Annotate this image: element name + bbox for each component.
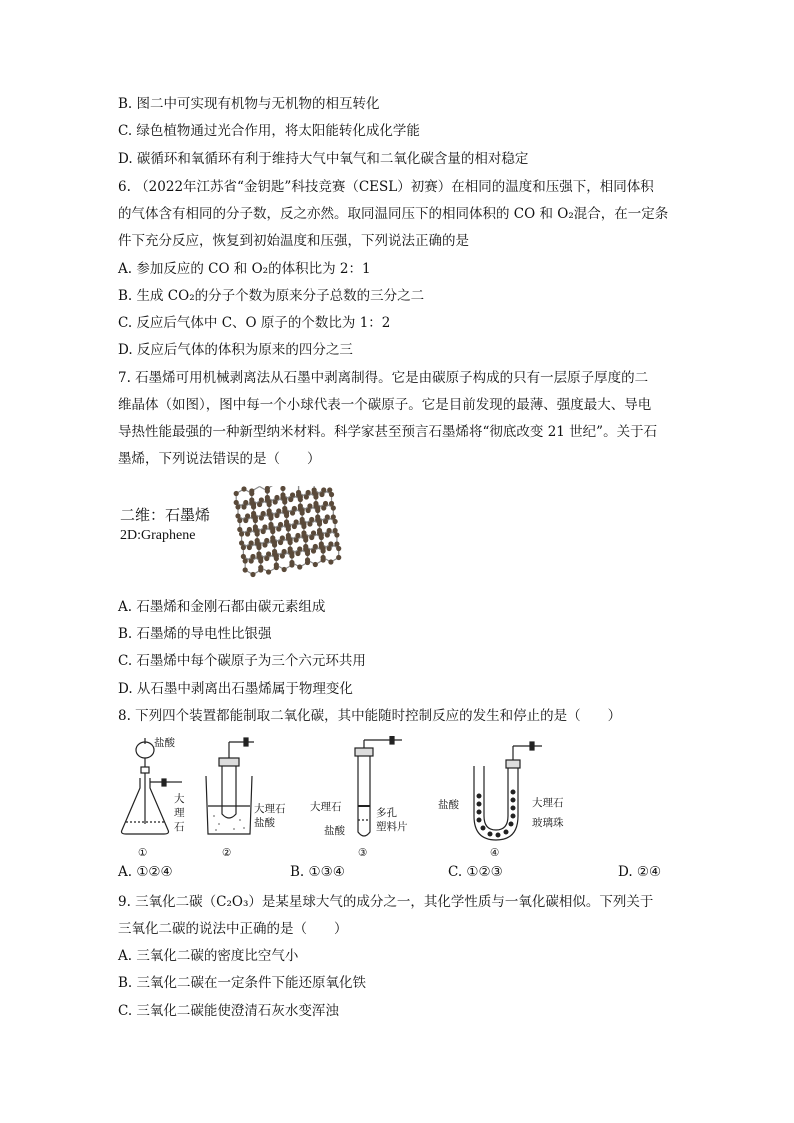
- app1-hcl-label: 盐酸: [154, 737, 175, 749]
- carbon-atom: [261, 511, 266, 516]
- carbon-atom: [327, 546, 332, 551]
- carbon-atom: [282, 567, 287, 572]
- carbon-atom: [328, 559, 333, 564]
- carbon-atom: [280, 535, 285, 540]
- carbon-atom: [241, 554, 246, 559]
- carbon-atom: [294, 519, 299, 524]
- carbon-atom: [237, 518, 242, 523]
- q7-option-b: B. 石墨烯的导电性比银强: [118, 626, 272, 642]
- carbon-atom: [280, 553, 285, 558]
- carbon-atom: [234, 500, 239, 505]
- q6-option-a: A. 参加反应的 CO 和 O₂的体积比为 2：1: [118, 261, 371, 277]
- q8-stem-line1: 8. 下列四个装置都能制取二氧化碳，其中能随时控制反应的发生和停止的是（ ）: [118, 708, 622, 724]
- carbon-atom: [321, 546, 326, 551]
- carbon-atom: [334, 532, 339, 537]
- carbon-atom: [235, 513, 240, 518]
- carbon-atom: [288, 537, 293, 542]
- carbon-atom: [261, 529, 266, 534]
- carbon-atom: [280, 492, 285, 497]
- carbon-atom: [249, 558, 254, 563]
- carbon-atom: [235, 504, 240, 509]
- carbon-atom: [253, 515, 258, 520]
- carbon-atom: [243, 500, 248, 505]
- carbon-atom: [250, 572, 255, 577]
- app4-beads-label: 玻璃珠: [532, 817, 564, 829]
- carbon-atom: [315, 514, 320, 519]
- q7-stem-line3: 导热性能最强的一种新型纳米材料。科学家甚至预言石墨烯将“彻底改变 21 世纪”。关于石: [118, 424, 658, 440]
- carbon-atom: [241, 486, 246, 491]
- carbon-atom: [333, 528, 338, 533]
- q8-option-a: A. ①②④: [118, 864, 173, 880]
- carbon-atom: [268, 522, 273, 527]
- app3-porous-2: 塑料片: [376, 821, 408, 833]
- carbon-atom: [313, 492, 318, 497]
- graphene-label-cn: 二维：石墨烯: [120, 506, 211, 524]
- carbon-atom: [239, 531, 244, 536]
- q7-option-c: C. 石墨烯中每个碳原子为三个六元环共用: [118, 653, 366, 669]
- carbon-atom: [306, 508, 311, 513]
- carbon-atom: [245, 531, 250, 536]
- app4-number: ④: [490, 847, 500, 859]
- carbon-atom: [265, 495, 270, 500]
- carbon-atom: [255, 538, 260, 543]
- q8-option-d: D. ②④: [618, 864, 662, 880]
- carbon-atom: [267, 508, 272, 513]
- apparatus-2: [204, 736, 296, 860]
- carbon-atom: [237, 527, 242, 532]
- q6-stem-line1: 6. （2022年江苏省“金钥匙”科技竞赛（CESL）初赛）在相同的温度和压强下，相同体积: [118, 179, 654, 195]
- carbon-atom: [323, 519, 328, 524]
- q9-option-a: A. 三氧化二碳的密度比空气小: [118, 948, 299, 964]
- carbon-atom: [274, 553, 279, 558]
- carbon-atom: [311, 548, 316, 553]
- carbon-atom: [307, 521, 312, 526]
- carbon-atom: [323, 501, 328, 506]
- carbon-atom: [251, 511, 256, 516]
- carbon-atom: [317, 519, 322, 524]
- carbon-atom: [243, 558, 248, 563]
- carbon-atom: [295, 551, 300, 556]
- carbon-atom: [307, 503, 312, 508]
- carbon-atom: [282, 549, 287, 554]
- graphene-lattice-image: [230, 486, 380, 586]
- apparatus-1: [112, 736, 212, 860]
- carbon-atom: [321, 555, 326, 560]
- carbon-atom: [270, 526, 275, 531]
- carbon-atom: [292, 506, 297, 511]
- carbon-atom: [256, 542, 261, 547]
- carbon-atom: [321, 487, 326, 492]
- carbon-atom: [284, 519, 289, 524]
- carbon-atom: [306, 490, 311, 495]
- carbon-atom: [297, 546, 302, 551]
- q9-option-b: B. 三氧化二碳在一定条件下能还原氧化铁: [118, 975, 367, 991]
- app2-number: ②: [222, 847, 232, 859]
- carbon-atom: [262, 524, 267, 529]
- carbon-atom: [297, 564, 302, 569]
- q6-option-c: C. 反应后气体中 C、O 原子的个数比为 1：2: [118, 315, 391, 331]
- app4-hcl-label: 盐酸: [438, 799, 459, 811]
- carbon-atom: [315, 505, 320, 510]
- carbon-atom: [245, 513, 250, 518]
- app3-number: ③: [358, 847, 368, 859]
- q9-option-c: C. 三氧化二碳能使澄清石灰水变浑浊: [118, 1003, 339, 1019]
- carbon-atom: [296, 490, 301, 495]
- carbon-atom: [234, 491, 239, 496]
- carbon-atom: [305, 557, 310, 562]
- carbon-atom: [262, 542, 267, 547]
- q7-stem-line1: 7. 石墨烯可用机械剥离法从石墨中剥离制得。它是由碳原子构成的只有一层原子厚度的二: [118, 370, 649, 386]
- carbon-atom: [259, 497, 264, 502]
- carbon-atom: [273, 499, 278, 504]
- carbon-atom: [280, 486, 285, 491]
- carbon-atom: [317, 528, 322, 533]
- carbon-atom: [325, 514, 330, 519]
- carbon-atom: [305, 548, 310, 553]
- app4-marble-label: 大理石: [532, 797, 564, 809]
- carbon-atom: [303, 544, 308, 549]
- carbon-atom: [258, 556, 263, 561]
- carbon-atom: [270, 535, 275, 540]
- q6-option-d: D. 反应后气体的体积为原来的四分之三: [118, 342, 353, 358]
- carbon-atom: [247, 527, 252, 532]
- q7-stem-line2: 维晶体（如图），图中每一个小球代表一个碳原子。它是目前发现的最薄、强度最大、导电: [118, 397, 652, 413]
- carbon-atom: [288, 497, 293, 502]
- carbon-atom: [250, 554, 255, 559]
- carbon-atom: [313, 562, 318, 567]
- app2-marble-label: 大理石: [254, 803, 286, 815]
- carbon-atom: [264, 538, 269, 543]
- carbon-atom: [241, 545, 246, 550]
- q6-option-b: B. 生成 CO₂的分子个数为原来分子总数的三分之二: [118, 288, 425, 304]
- carbon-atom: [329, 501, 334, 506]
- carbon-atom: [249, 497, 254, 502]
- carbon-atom: [290, 510, 295, 515]
- carbon-atom: [276, 508, 281, 513]
- carbon-atom: [301, 521, 306, 526]
- apparatus-4: [438, 736, 578, 860]
- carbon-atom: [256, 551, 261, 556]
- carbon-atom: [333, 519, 338, 524]
- carbon-atom: [289, 560, 294, 565]
- app3-marble-label: 大理石: [310, 801, 342, 813]
- carbon-atom: [259, 515, 264, 520]
- carbon-atom: [274, 495, 279, 500]
- carbon-atom: [290, 492, 295, 497]
- graphene-figure: [118, 484, 378, 589]
- carbon-atom: [257, 502, 262, 507]
- carbon-atom: [328, 541, 333, 546]
- carbon-atom: [294, 537, 299, 542]
- q5-option-c: C. 绿色植物通过光合作用，将太阳能转化成化学能: [118, 123, 420, 139]
- q8-option-c: C. ①②③: [448, 864, 503, 880]
- apparatus-3: [306, 736, 426, 860]
- app3-hcl-label: 盐酸: [324, 825, 345, 837]
- q7-option-d: D. 从石墨中剥离出石墨烯属于物理变化: [118, 681, 353, 697]
- carbon-atom: [266, 569, 271, 574]
- carbon-atom: [300, 517, 305, 522]
- carbon-atom: [321, 505, 326, 510]
- q6-stem-line2: 的气体含有相同的分子数，反之亦然。取同温同压下的相同体积的 CO 和 O₂混合，在一定条: [118, 206, 669, 222]
- carbon-atom: [295, 533, 300, 538]
- app2-hcl-label: 盐酸: [254, 817, 275, 829]
- carbon-atom: [278, 540, 283, 545]
- carbon-atom: [282, 506, 287, 511]
- carbon-atom: [278, 522, 283, 527]
- app3-porous-1: 多孔: [376, 807, 397, 819]
- carbon-atom: [331, 514, 336, 519]
- carbon-atom: [298, 503, 303, 508]
- carbon-atom: [286, 533, 291, 538]
- carbon-atom: [253, 524, 258, 529]
- app1-marble-1: 大: [174, 793, 185, 805]
- carbon-atom: [276, 526, 281, 531]
- q9-stem-line2: 三氧化二碳的说法中正确的是（ ）: [118, 921, 348, 937]
- q8-option-b: B. ①③④: [290, 864, 345, 880]
- carbon-atom: [319, 532, 324, 537]
- carbon-atom: [282, 497, 287, 502]
- carbon-atom: [327, 487, 332, 492]
- q5-option-d: D. 碳循环和氧循环有利于维持大气中氧气和二氧化碳含量的相对稳定: [118, 151, 529, 167]
- carbon-atom: [319, 492, 324, 497]
- carbon-atom: [334, 541, 339, 546]
- carbon-atom: [243, 567, 248, 572]
- carbon-atom: [331, 505, 336, 510]
- carbon-atom: [258, 565, 263, 570]
- carbon-atom: [301, 530, 306, 535]
- carbon-atom: [288, 546, 293, 551]
- carbon-atom: [274, 562, 279, 567]
- carbon-atom: [247, 545, 252, 550]
- carbon-atom: [313, 544, 318, 549]
- app1-marble-2: 理: [174, 807, 185, 819]
- carbon-atom: [267, 499, 272, 504]
- carbon-atom: [249, 488, 254, 493]
- carbon-atom: [243, 518, 248, 523]
- carbon-atom: [327, 528, 332, 533]
- graphene-label-en: 2D:Graphene: [120, 528, 196, 543]
- carbon-atom: [286, 524, 291, 529]
- carbon-atom: [268, 513, 273, 518]
- carbon-atom: [309, 535, 314, 540]
- carbon-atom: [329, 492, 334, 497]
- carbon-atom: [336, 546, 341, 551]
- carbon-atom: [292, 524, 297, 529]
- carbon-atom: [336, 555, 341, 560]
- carbon-atom: [312, 487, 317, 492]
- carbon-atom: [289, 551, 294, 556]
- carbon-atom: [319, 541, 324, 546]
- carbon-atom: [298, 494, 303, 499]
- carbon-atom: [272, 549, 277, 554]
- carbon-atom: [251, 502, 256, 507]
- carbon-atom: [239, 540, 244, 545]
- carbon-atom: [266, 551, 271, 556]
- app1-marble-3: 石: [174, 821, 185, 833]
- carbon-atom: [300, 508, 305, 513]
- carbon-atom: [325, 532, 330, 537]
- carbon-atom: [274, 513, 279, 518]
- carbon-atom: [249, 540, 254, 545]
- q9-stem-line1: 9. 三氧化二碳（C₂O₃）是某星球大气的成分之一，其化学性质与一氧化碳相似。下列关于: [118, 894, 654, 910]
- carbon-atom: [313, 501, 318, 506]
- q5-option-b: B. 图二中可实现有机物与无机物的相互转化: [118, 96, 380, 112]
- carbon-atom: [284, 510, 289, 515]
- carbon-atom: [241, 504, 246, 509]
- carbon-atom: [304, 494, 309, 499]
- carbon-atom: [309, 517, 314, 522]
- app1-number: ①: [138, 847, 148, 859]
- q7-option-a: A. 石墨烯和金刚石都由碳元素组成: [118, 599, 326, 615]
- q6-stem-line3: 件下充分反应，恢复到初始温度和压强，下列说法正确的是: [118, 233, 469, 249]
- carbon-atom: [265, 486, 270, 491]
- carbon-atom: [272, 540, 277, 545]
- carbon-atom: [303, 535, 308, 540]
- carbon-atom: [255, 529, 260, 534]
- carbon-atom: [311, 530, 316, 535]
- q7-stem-line4: 墨烯，下列说法错误的是（ ）: [118, 451, 321, 467]
- carbon-atom: [264, 556, 269, 561]
